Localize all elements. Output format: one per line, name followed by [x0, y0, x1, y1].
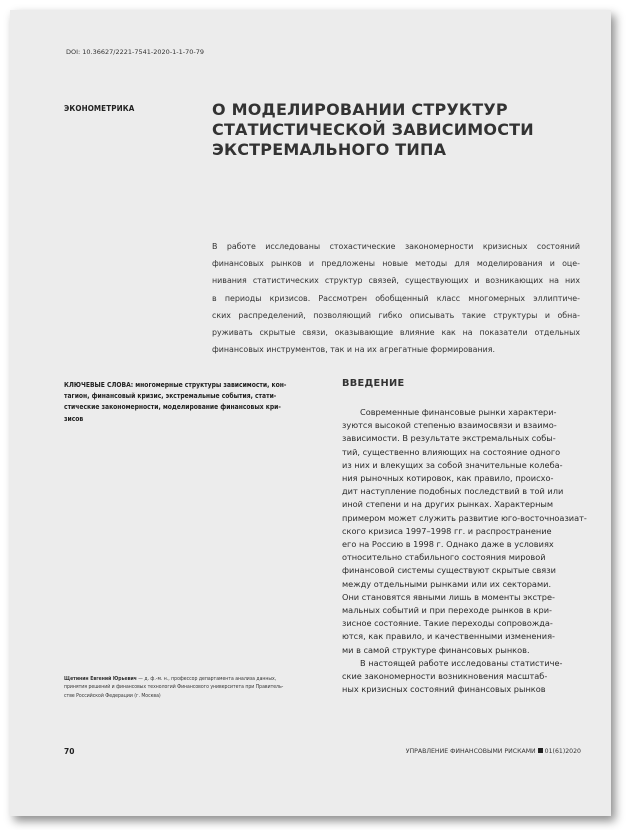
body-line: между отдельными рынками или их секторами. — [342, 578, 552, 589]
body-line: примером может служить развитие юго-восточноазиат- — [342, 512, 587, 523]
page-number: 70 — [64, 747, 75, 756]
author-info — [64, 675, 326, 700]
article-title — [212, 100, 572, 160]
body-line: зависимости. В результате экстремальных собы- — [342, 433, 556, 444]
body-line: ские закономерности возникновения масштаб- — [342, 671, 548, 682]
keywords-line: КЛЮЧЕВЫЕ СЛОВА: многомерные структуры зависимости, кон- — [64, 381, 287, 389]
title-line: ЭКСТРЕМАЛЬНОГО ТИПА — [212, 140, 447, 159]
body-line: иной степени и на других рынках. Характерным — [342, 499, 554, 510]
title-line: СТАТИСТИЧЕСКОЙ ЗАВИСИМОСТИ — [212, 120, 534, 139]
body-line: зуются высокой степенью взаимосвязи и взаимо- — [342, 420, 557, 431]
abstract-line: руживать скрытые связи, оказывающие влияние как на показатели отдельных — [212, 328, 580, 338]
doi-text: DOI: 10.36627/2221-7541-2020-1-1-70-79 — [66, 48, 205, 56]
keywords-line: зисов — [64, 414, 84, 423]
author-line — [64, 675, 326, 683]
body-line: В настоящей работе исследованы статистиче- — [360, 657, 563, 668]
body-line: дит наступление подобных последствий в той или — [342, 486, 564, 497]
abstract-line: нивания статистических структур связей, существующих и возникающих на них — [212, 276, 580, 286]
body-line: тий, существенно влияющих на состояние одного — [342, 446, 561, 457]
body-line: его на Россию в 1998 г. Однако даже в условиях — [342, 539, 554, 550]
body-line: ми в самой структуре финансовых рынков. — [342, 644, 530, 655]
keywords-line: стические закономерности, моделирование финансовых кри- — [64, 403, 281, 412]
abstract-line: В работе исследованы стохастические закономерности кризисных состояний — [212, 242, 580, 251]
journal-issue: 01(61)2020 — [544, 748, 581, 755]
keywords-line: тагион, финансовый кризис, экстремальные события, стати- — [64, 392, 277, 401]
abstract-line: ских распределений, позволяющий гибко описывать такие структуры и обна- — [212, 310, 580, 320]
body-line: из них и влекущих за собой значительные колеба- — [342, 459, 563, 470]
introduction-heading: ВВЕДЕНИЕ — [342, 378, 405, 389]
body-line: финансовой системы существуют скрытые связи — [342, 565, 556, 576]
abstract-line: в периоды кризисов. Рассмотрен обобщенный класс многомерных эллиптиче- — [212, 293, 580, 303]
body-line: ского кризиса 1997–1998 гг. и распространение — [342, 525, 552, 536]
abstract — [212, 238, 580, 358]
journal-page — [10, 10, 611, 816]
body-line: Современные финансовые рынки характери- — [360, 407, 557, 417]
body-line: Они становятся явными лишь в моменты экстре- — [342, 591, 555, 602]
body-line: относительно стабильного состояния мировой — [342, 552, 546, 563]
square-separator-icon — [538, 748, 543, 753]
journal-name: УПРАВЛЕНИЕ ФИНАНСОВЫМИ РИСКАМИ — [405, 748, 536, 755]
body-line: ются, как правило, и качественными изменения- — [342, 631, 555, 642]
footer-journal — [406, 748, 581, 755]
author-line: стве Российской Федерации (г. Москва) — [64, 692, 161, 699]
author-name: Щетинин Евгений Юрьевич — [64, 676, 137, 682]
abstract-line: финансовых инструментов, так и на их агрегатные формирования. — [212, 345, 496, 355]
author-credentials: — д. ф.-м. н., профессор департамента анализа данных, — [136, 676, 277, 682]
keywords-block — [64, 380, 326, 425]
abstract-line: финансовых рынков и предложены новые методы для моделирования и оце- — [212, 259, 580, 269]
introduction-body — [342, 406, 587, 696]
title-line: О МОДЕЛИРОВАНИИ СТРУКТУР — [212, 100, 508, 119]
body-line: ния рыночных котировок, как правило, происхо- — [342, 473, 554, 484]
body-line: ных кризисных состояний финансовых рынков — [342, 684, 546, 695]
body-line: зисное состояние. Такие переходы сопровожда- — [342, 618, 553, 629]
body-line: мальных событий и при переходе рынков в кри- — [342, 605, 552, 616]
author-line: принятия решений и финансовых технологий Финансового университета при Правитель- — [64, 684, 284, 691]
section-label: ЭКОНОМЕТРИКА — [64, 104, 135, 113]
